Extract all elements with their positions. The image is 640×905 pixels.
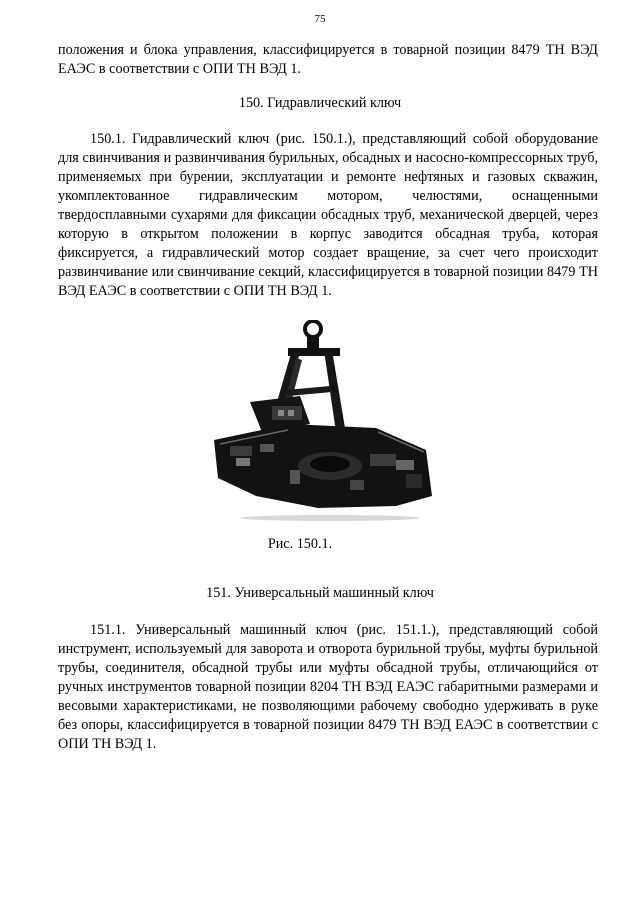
section-151-paragraph: 151.1. Универсальный машинный ключ (рис. 151.1.), представляющий собой инструмент, используемый для заворота и отворота бурильной трубы, муфты бурильной трубы, соединителя, обсадной трубы или муфты обсадной трубы, отличающийся от ручных инструментов товарной позиции 8204 ТН ВЭД ЕАЭС габаритными размерами и весовыми характеристиками, не позволяющими рабочему свободно удерживать в руке без опоры, классифицируется в товарной позиции 8479 ТН ВЭД ЕАЭС в соответствии с ОПИ ТН ВЭД 1. <box>58 622 598 752</box>
page-number: 75 <box>314 13 326 25</box>
intro-paragraph: положения и блока управления, классифицируется в товарной позиции 8479 ТН ВЭД ЕАЭС в соответствии с ОПИ ТН ВЭД 1. <box>58 42 598 77</box>
section-151-heading: 151. Универсальный машинный ключ <box>206 585 434 601</box>
figure-caption: Рис. 150.1. <box>267 536 333 552</box>
section-150-paragraph: 150.1. Гидравлический ключ (рис. 150.1.), представляющий собой оборудование для свинчивания и развинчивания бурильных, обсадных и насосно-компрессорных труб, применяемых при бурении, эксплуатации и ремонте нефтяных и газовых скважин, укомплектованное гидравлическим мотором, челюстями, оснащенными твердосплавными сухарями для фиксации обсадных труб, механической дверцей, через которую в открытом положении в корпус заводится обсадная труба, которая фиксируется, а гидравлический мотор создает вращение, за счет чего происходит развинчивание или свинчивание секций, классифицируется в товарной позиции 8479 ТН ВЭД ЕАЭС в соответствии с ОПИ ТН ВЭД 1. <box>58 131 598 299</box>
section-150-heading: 150. Гидравлический ключ <box>238 95 402 111</box>
hydraulic-wrench-photo <box>200 320 445 525</box>
